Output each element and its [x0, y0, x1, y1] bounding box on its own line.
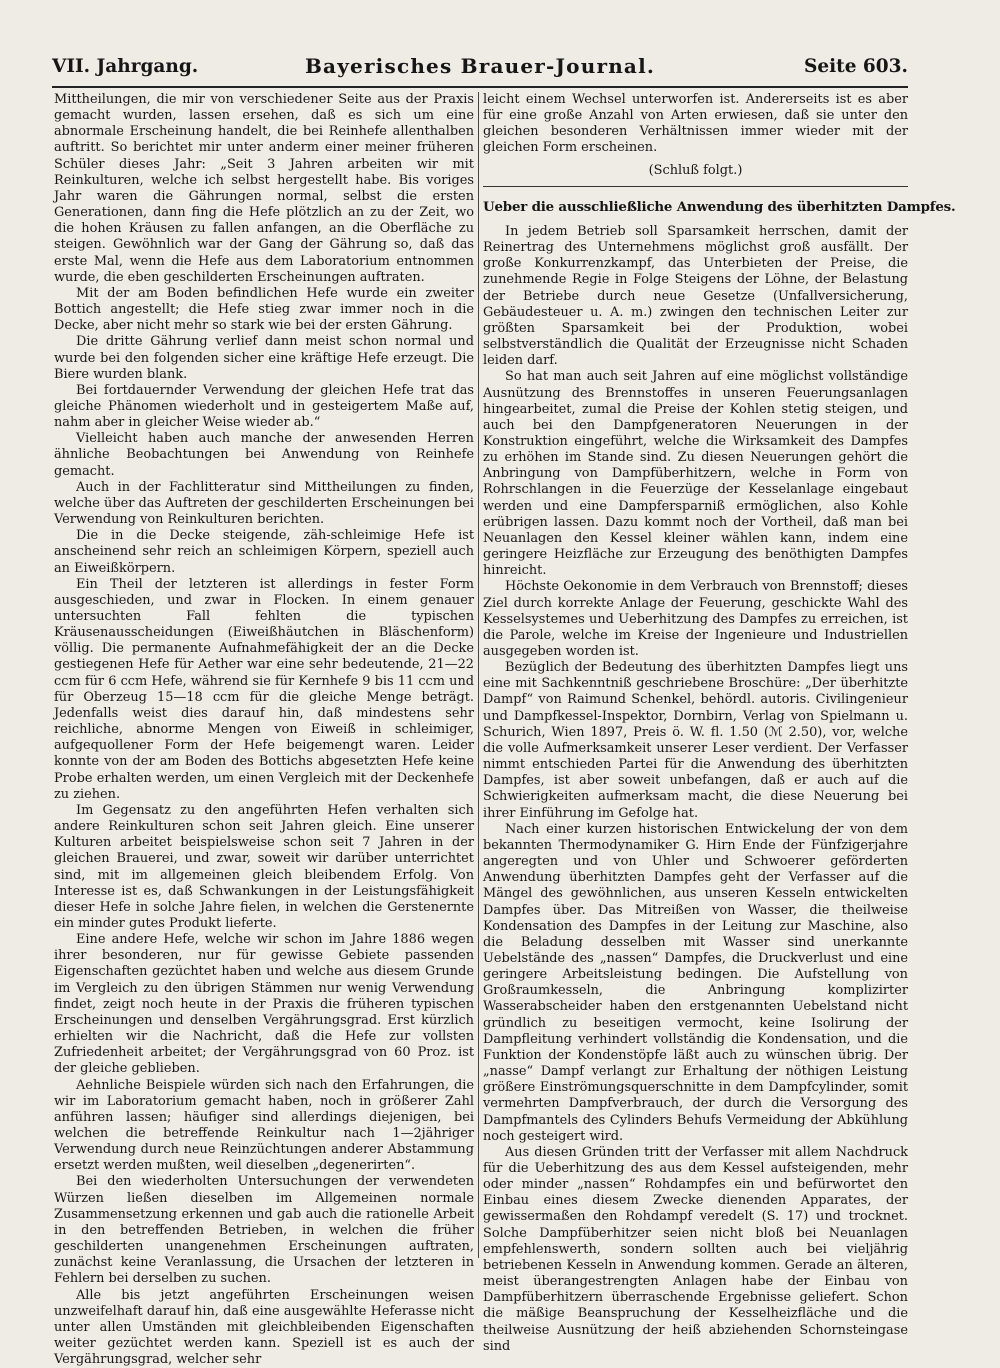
article-heading: Ueber die ausschließliche Anwendung des überhitzten Dampfes. — [483, 198, 956, 215]
paragraph: Die in die Decke steigende, zäh-schleimige Hefe ist anscheinend sehr reich an schleimigen Körpern, speziell auch an Eiweißkörpern. — [54, 528, 474, 576]
paragraph: Mittheilungen, die mir von verschiedener Seite aus der Praxis gemacht wurden, lassen ersehen, daß es sich um eine abnormale Erscheinung handelt, die bei Reinhefe allenthalben auftritt. So berichtet mir unter anderm einer meiner früheren Schüler dieses Jahr: „Seit 3 Jahren arbeiten wir mit Reinkulturen, welche ich selbst hergestellt habe. Bis voriges Jahr waren die Gährungen normal, selbst die ersten Generationen, dann fing die Hefe plötzlich an zu der Zeit, wo die hohen Kräusen zu fallen anfangen, an die Oberfläche zu steigen. Gewöhnlich war der Gang der Gährung so, daß das erste Mal, wenn die Hefe aus dem Laboratorium entnommen wurde, die eben geschilderten Erscheinungen auftraten. — [54, 92, 474, 285]
to-be-continued-note: (Schluß folgt.) — [648, 162, 743, 178]
paragraph: In jedem Betrieb soll Sparsamkeit herrschen, damit der Reinertrag des Unternehmens möglichst groß ausfällt. Der große Konkurrenzkampf, das Unterbieten der Preise, die zunehmende Regie in Folge Steigens der Löhne, der Belastung der Betriebe durch neue Gesetze (Unfallversicherung, Gebäudesteuer u. A. m.) zwingen den technischen Leiter zur größten Sparsamkeit bei der Produktion, wobei selbstverständlich die Qualität der Erzeugnisse nicht Schaden leiden darf. — [483, 223, 908, 369]
paragraph: Die dritte Gährung verlief dann meist schon normal und wurde bei den folgenden sicher eine kräftige Hefe erzeugt. Die Biere wurden blank. — [54, 334, 474, 382]
journal-title: Bayerisches Brauer-Journal. — [304, 54, 656, 78]
paragraph: Mit der am Boden befindlichen Hefe wurde ein zweiter Bottich angestellt; die Hefe stieg zwar immer noch in die Decke, aber nicht mehr so stark wie bei der ersten Gährung. — [54, 285, 474, 334]
paragraph: Bezüglich der Bedeutung des überhitzten Dampfes liegt uns eine mit Sachkenntniß geschriebene Broschüre: „Der überhitzte Dampf“ von Raimund Schenkel, behördl. autoris. Civilingenieur und Dampfkessel-Inspektor, Dornbirn, Verlag von Spielmann u. Schurich, Wien 1897, Preis ö. W. fl. 1.50 (ℳ 2.50), vor, welche die volle Aufmerksamkeit unserer Leser verdient. Der Verfasser nimmt entschieden Partei für die Anwendung des überhitzten Dampfes, ist aber soweit unbefangen, daß er auch auf die Schwierigkeiten aufmerksam macht, die diese Neuerung bei ihrer Einführung im Gefolge hat. — [483, 660, 908, 821]
left-column — [54, 92, 474, 1368]
volume-label: VII. Jahrgang. — [52, 56, 199, 77]
page-number: Seite 603. — [804, 56, 908, 77]
paragraph: Alle bis jetzt angeführten Erscheinungen weisen unzweifelhaft darauf hin, daß eine ausgewählte Heferasse nicht unter allen Umständen mit gleichbleibenden Eigenschaften weiter gezüchtet werden kann. Speziell ist es auch der Vergährungsgrad, welcher sehr — [54, 1287, 474, 1368]
article-separator — [483, 186, 908, 187]
continued-paragraph: leicht einem Wechsel unterworfen ist. Andererseits ist es aber für eine große Anzahl von Arten erwiesen, daß sie unter den gleichen besonderen Verhältnissen immer wieder mit der gleichen Form erscheinen. — [483, 92, 908, 156]
paragraph: Aehnliche Beispiele würden sich nach den Erfahrungen, die wir im Laboratorium gemacht haben, noch in größerer Zahl anführen lassen; häufiger sind allerdings diejenigen, bei welchen die betreffende Reinkultur nach 1—2jähriger Verwendung durch neue Reinzüchtungen anderer Abstammung ersetzt werden mußten, weil dieselben „degenerirten“. — [54, 1077, 474, 1174]
paragraph: Im Gegensatz zu den angeführten Hefen verhalten sich andere Reinkulturen schon seit Jahren gleich. Eine unserer Kulturen arbeitet beispielsweise schon seit 7 Jahren in der gleichen Brauerei, und zwar, soweit wir darüber unterrichtet sind, mit im allgemeinen gleich bleibendem Erfolg. Von Interesse ist es, daß Schwankungen in der Leistungsfähigkeit dieser Hefe in solche Jahre fielen, in welchen die Gerstenernte ein minder gutes Produkt lieferte. — [54, 802, 474, 931]
paragraph: Bei den wiederholten Untersuchungen der verwendeten Würzen ließen dieselben im Allgemeinen normale Zusammensetzung erkennen und gab auch die rationelle Arbeit in den betreffenden Betrieben, in welchen die früher geschilderten unangenehmen Erscheinungen auftraten, zunächst keine Veranlassung, die Ursachen der letzteren in Fehlern bei derselben zu suchen. — [54, 1174, 474, 1287]
right-column — [483, 92, 956, 1354]
paragraph: So hat man auch seit Jahren auf eine möglichst vollständige Ausnützung des Brennstoffes in unseren Feuerungsanlagen hingearbeitet, zumal die Preise der Kohlen stetig steigen, und auch bei den Dampfgeneratoren Neuerungen in der Konstruktion eingeführt, welche die Wirksamkeit des Dampfes zu erhöhen im Stande sind. Zu diesen Neuerungen gehört die Anbringung von Dampfüberhitzern, welche in Form von Rohrschlangen in die Feuerzüge der Kesselanlage eingebaut werden und eine Dampfersparniß ermöglichen, also Kohle erübrigen lassen. Dazu kommt noch der Vortheil, daß man bei Neuanlagen den Kessel kleiner wählen kann, indem eine geringere Heizfläche zur Erzeugung des benöthigten Dampfes hinreicht. — [483, 369, 908, 579]
paragraph: Vielleicht haben auch manche der anwesenden Herren ähnliche Beobachtungen bei Anwendung von Reinhefe gemacht. — [54, 431, 474, 479]
paragraph: Auch in der Fachlitteratur sind Mittheilungen zu finden, welche über das Auftreten der geschilderten Erscheinungen bei Verwendung von Reinkulturen berichten. — [54, 479, 474, 528]
paragraph: Ein Theil der letzteren ist allerdings in fester Form ausgeschieden, und zwar in Flocken. In einem genauer untersuchten Fall fehlten die typischen Kräusenausscheidungen (Eiweißhäutchen in Bläschenform) völlig. Die permanente Aufnahmefähigkeit der an die Decke gestiegenen Hefe für Aether war eine sehr bedeutende, 21—22 ccm für 6 ccm Hefe, während sie für Kernhefe 9 bis 11 ccm und für Oberzeug 15—18 ccm für die gleiche Menge beträgt. Jedenfalls weist dies darauf hin, daß mindestens sehr reichliche, abnorme Mengen von Eiweiß in schleimiger, aufgequollener Form der Hefe beigemengt waren. Leider konnte von der am Boden des Bottichs abgesetzten Hefe keine Probe erhalten werden, um einen Vergleich mit der Deckenhefe zu ziehen. — [54, 576, 474, 802]
paragraph: Nach einer kurzen historischen Entwickelung der von dem bekannten Thermodynamiker G. Hirn Ende der Fünfzigerjahre angeregten und von Uhler und Schwoerer geförderten Anwendung überhitzten Dampfes geht der Verfasser auf die Mängel des gewöhnlichen, aus unseren Kesseln entwickelten Dampfes über. Das Mitreißen von Wasser, die theilweise Kondensation des Dampfes in der Leitung zur Maschine, also die Beladung desselben mit Wasser sind unerkannte Uebelstände des „nassen“ Dampfes, die Druckverlust und eine geringere Arbeitsleistung bedingen. Die Aufstellung von Großraumkesseln, die Anbringung komplizirter Wasserabscheider haben den erstgenannten Uebelstand nicht gründlich zu beseitigen vermocht, keine Isolirung der Dampfleitung verhindert vollständig die Kondensation, und die Funktion der Kondenstöpfe läßt auch zu wünschen übrig. Der „nasse“ Dampf verlangt zur Erhaltung der nöthigen Leistung größere Einströmungsquerschnitte in dem Dampfcylinder, somit vermehrten Dampfverbrauch, der durch die Versorgung des Dampfmantels des Cylinders Behufs Vermeidung der Abkühlung noch gesteigert wird. — [483, 821, 908, 1144]
paragraph: Höchste Oekonomie in dem Verbrauch von Brennstoff; dieses Ziel durch korrekte Anlage der Feuerung, geschickte Wahl des Kesselsystemes und Ueberhitzung des Dampfes zu erreichen, ist die Parole, welche im Kreise der Ingenieure und Industriellen ausgegeben worden ist. — [483, 579, 908, 659]
paragraph: Aus diesen Gründen tritt der Verfasser mit allem Nachdruck für die Ueberhitzung des aus dem Kessel aufsteigenden, mehr oder minder „nassen“ Rohdampfes ein und befürwortet den Einbau eines diesem Zwecke dienenden Apparates, der gewissermaßen den Rohdampf veredelt (S. 17) und trocknet. Solche Dampfüberhitzer seien nicht bloß bei Neuanlagen empfehlenswerth, sondern sollten auch bei vieljährig betriebenen Kesseln in Anwendung kommen. Gerade an älteren, meist überangestrengten Anlagen habe der Einbau von Dampfüberhitzern überraschende Ergebnisse geliefert. Schon die mäßige Beanspruchung der Kesselheizfläche und die theilweise Ausnützung der heiß abziehenden Schornsteingase sind — [483, 1144, 908, 1354]
header-rule — [52, 86, 908, 88]
paragraph: Eine andere Hefe, welche wir schon im Jahre 1886 wegen ihrer besonderen, nur für gewisse Gebiete passenden Eigenschaften gezüchtet haben und welche aus diesem Grunde im Vergleich zu den übrigen Stämmen nur wenig Verwendung findet, zeigt noch heute in der Praxis die früheren typischen Erscheinungen und denselben Vergährungsgrad. Erst kürzlich erhielten wir die Nachricht, daß die Hefe zur vollsten Zufriedenheit arbeitet; der Vergährungsgrad von 60 Proz. ist der gleiche geblieben. — [54, 932, 474, 1077]
column-divider — [478, 92, 479, 1258]
page-header — [52, 56, 908, 82]
paragraph: Bei fortdauernder Verwendung der gleichen Hefe trat das gleiche Phänomen wiederholt und in gesteigertem Maße auf, nahm aber in gleicher Weise wieder ab.“ — [54, 382, 474, 431]
